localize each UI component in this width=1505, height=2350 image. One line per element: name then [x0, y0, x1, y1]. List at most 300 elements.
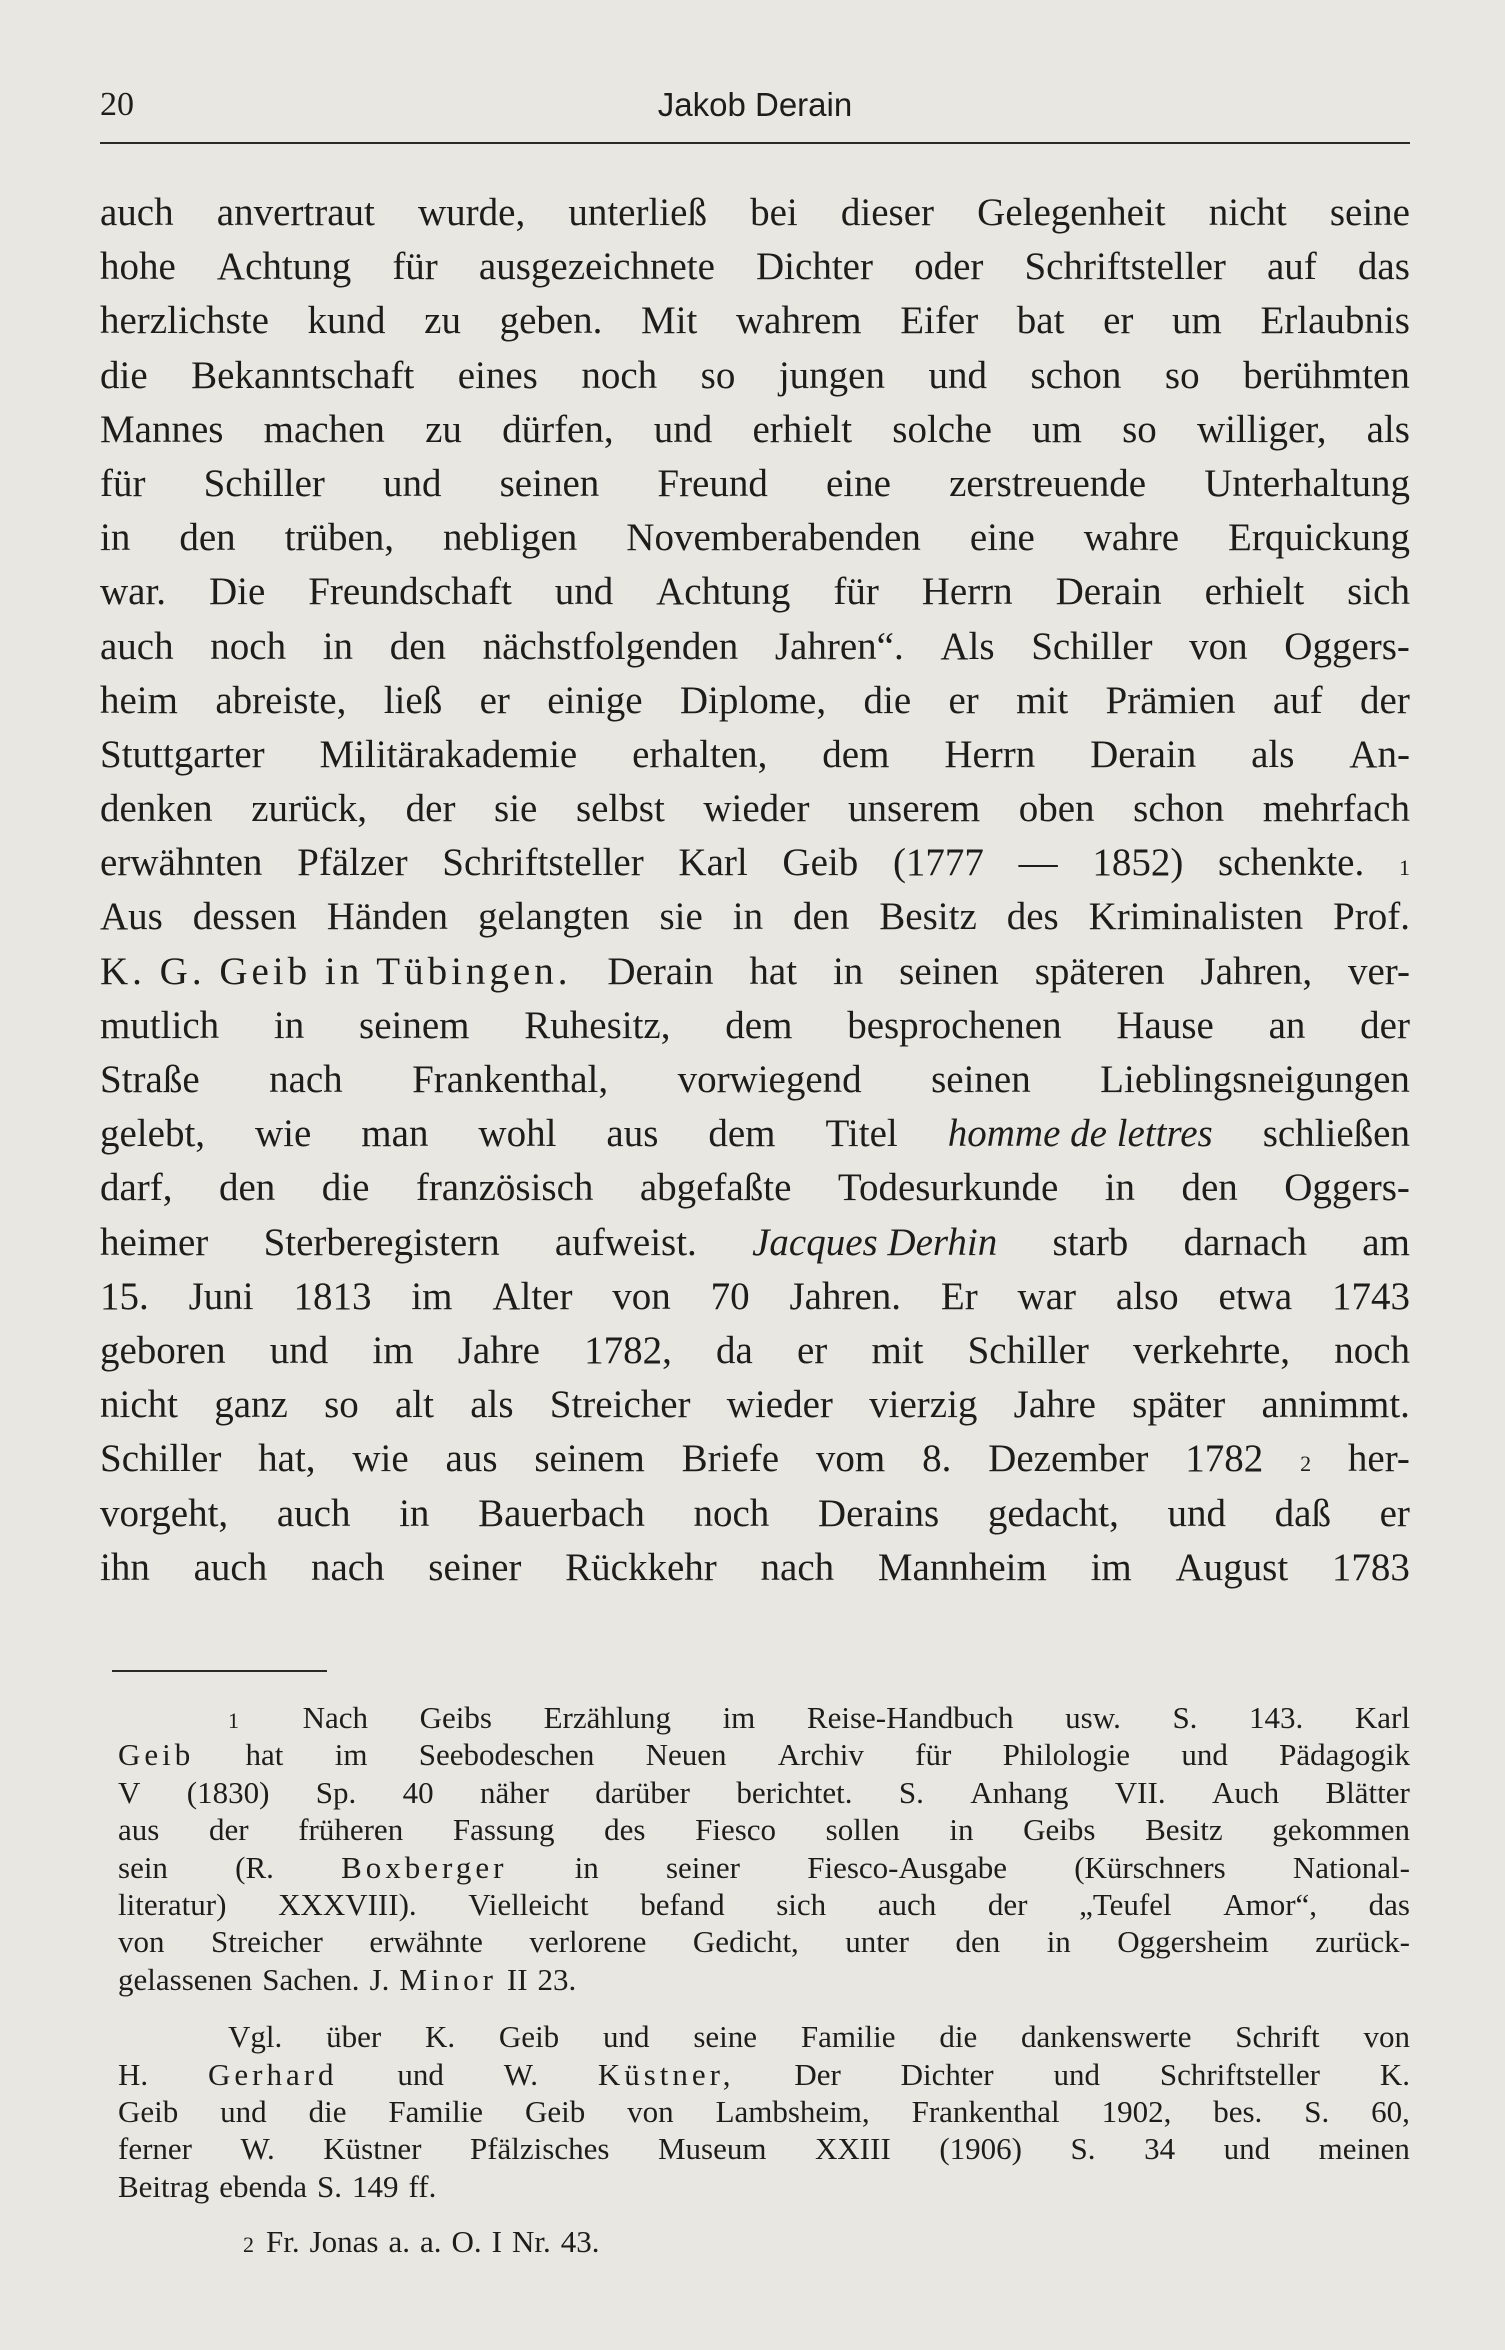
word: Geib — [524, 2093, 586, 2129]
word: dessen — [192, 895, 297, 939]
word: heimer — [100, 1220, 209, 1264]
word: Oggersheim — [1117, 1924, 1269, 1960]
word: XXXVIII). — [278, 1886, 417, 1922]
word: und — [1223, 2131, 1271, 2167]
word: (R. — [235, 1849, 274, 1885]
word: her- — [1347, 1437, 1410, 1481]
word: und — [269, 1328, 329, 1372]
word: Familie — [800, 2019, 896, 2055]
word: dem — [725, 1003, 793, 1047]
word: verkehrte, — [1133, 1328, 1291, 1372]
page-number: 20 — [100, 86, 134, 123]
word: besprochenen — [847, 1003, 1062, 1047]
word: näher — [480, 1774, 549, 1810]
word: am — [1362, 1220, 1410, 1264]
word: Geib — [118, 2093, 179, 2129]
word: in — [399, 1491, 430, 1535]
word: J. — [369, 1961, 390, 1997]
text-line — [100, 298, 1410, 352]
word: denken — [100, 787, 213, 831]
word: Jonas — [309, 2224, 379, 2260]
word: der — [1360, 678, 1410, 722]
spaced-name: Minor — [399, 1961, 497, 1997]
word: unserem — [848, 787, 981, 831]
word: in — [574, 1849, 599, 1885]
footnote-line — [118, 1887, 1410, 1924]
word: Vgl. — [228, 2019, 283, 2055]
word: zu — [425, 407, 462, 451]
main-text — [100, 190, 1410, 1599]
footnote-line: 1 Nach Geibs Erzählung im Reise-Handbuch usw. S. 143. Karl — [228, 1700, 1410, 1735]
word: 143. — [1249, 1700, 1304, 1735]
word: hat — [749, 949, 798, 993]
word: 1782 — [1185, 1437, 1264, 1481]
word: oben — [1018, 787, 1095, 831]
word: Bekanntschaft — [191, 353, 415, 397]
word: im — [1090, 1545, 1132, 1589]
word: Beitrag — [118, 2168, 210, 2204]
word: — — [1018, 841, 1058, 885]
word: abreiste, — [215, 678, 347, 722]
spaced-name: Boxberger — [341, 1849, 508, 1885]
word: französisch — [415, 1166, 594, 1210]
word: 8. — [922, 1437, 952, 1481]
footnote-line — [118, 2094, 1410, 2131]
word: in — [732, 895, 764, 939]
word: Dichter — [756, 245, 873, 289]
word: (1906) — [939, 2131, 1022, 2167]
word: einige — [547, 678, 643, 722]
word: Schriftsteller — [1159, 2056, 1320, 2092]
word: Gelegenheit — [977, 191, 1166, 234]
text-line — [100, 1057, 1410, 1111]
word: der — [208, 1812, 249, 1848]
word: Besitz — [879, 895, 977, 939]
text-line: erwähnten Pfälzer Schriftsteller Karl Geib (1777 — 1852) schenkte. 1 — [100, 841, 1410, 885]
word: des — [604, 1812, 646, 1848]
word: in — [832, 949, 864, 993]
word: I — [491, 2224, 502, 2260]
word: ff. — [408, 2168, 437, 2204]
word: 1783 — [1331, 1545, 1410, 1589]
word: heim — [100, 678, 178, 722]
text-line — [100, 1165, 1410, 1219]
text-line — [100, 407, 1410, 461]
word: und — [928, 353, 987, 397]
word: für — [915, 1737, 952, 1773]
word: der — [1360, 1003, 1410, 1047]
word: literatur) — [118, 1886, 227, 1922]
word: von — [627, 2093, 674, 2129]
word: Pfälzisches — [469, 2131, 610, 2167]
word: erhalten, — [632, 732, 768, 776]
word: Militärakademie — [319, 732, 578, 776]
word: der — [405, 787, 456, 831]
word: Erlaubnis — [1260, 299, 1410, 343]
word: Schriftsteller — [1024, 245, 1226, 289]
word: darüber — [595, 1774, 690, 1810]
word: nach — [760, 1545, 835, 1589]
word: so — [1122, 407, 1157, 451]
word: unter — [845, 1924, 909, 1960]
word: im — [722, 1700, 756, 1735]
word: Neuen — [645, 1737, 727, 1773]
word: Jahre — [1013, 1383, 1096, 1427]
word: den — [218, 1166, 276, 1210]
word: berichtet. — [736, 1774, 853, 1810]
word: in — [1104, 1166, 1136, 1210]
word: sein — [118, 1849, 168, 1885]
word: dieser — [840, 191, 935, 234]
text-line — [100, 1545, 1410, 1599]
word: den — [1181, 1166, 1238, 1210]
text-line — [100, 1328, 1410, 1382]
word: Frankenthal, — [412, 1058, 609, 1101]
word: Schiller — [100, 1437, 222, 1481]
text-line — [100, 569, 1410, 623]
word: als — [1251, 732, 1295, 776]
word: seinem — [534, 1437, 645, 1481]
text-line — [100, 190, 1410, 244]
word: 1743 — [1331, 1274, 1410, 1318]
footnote-line — [118, 1737, 1410, 1774]
word: Fr. — [266, 2224, 300, 2260]
footnote-line — [118, 1962, 1410, 1999]
footnote-line — [118, 2057, 1410, 2094]
word: Briefe — [681, 1437, 780, 1481]
word: Freund — [657, 461, 768, 505]
word: wieder — [726, 1383, 833, 1427]
word: Dichter — [900, 2056, 994, 2092]
word: noch — [581, 353, 658, 397]
word: er — [479, 678, 510, 722]
word: und — [383, 461, 442, 505]
word: Todesurkunde — [837, 1166, 1059, 1210]
word: Jahren“. — [774, 624, 904, 668]
word: Freundschaft — [308, 570, 512, 614]
word: nicht — [1208, 191, 1287, 234]
word: war — [1017, 1274, 1076, 1318]
word: ebenda — [219, 2168, 308, 2204]
word: Juni — [188, 1274, 254, 1318]
word: gedacht, — [987, 1491, 1119, 1535]
word: hat, — [258, 1437, 316, 1481]
word: Mannheim — [877, 1545, 1047, 1589]
word: seinen — [899, 949, 999, 993]
word: V — [118, 1774, 141, 1810]
word: so — [700, 353, 736, 397]
word: etwa — [1218, 1274, 1293, 1318]
word: noch — [210, 624, 287, 668]
word: darnach — [1183, 1220, 1308, 1264]
word: W. — [240, 2131, 275, 2167]
word: an — [1268, 1003, 1306, 1047]
word: Auch — [1211, 1774, 1280, 1810]
word: starb — [1052, 1220, 1129, 1264]
footnote-line — [118, 2169, 1410, 2206]
word: den — [179, 516, 236, 560]
word: und — [1181, 1737, 1228, 1773]
word: Streicher — [549, 1383, 691, 1427]
word: eines — [457, 353, 538, 397]
word: S. — [1070, 2131, 1096, 2167]
word: bei — [750, 191, 798, 234]
word: dankenswerte — [1021, 2019, 1192, 2055]
word: für — [100, 461, 146, 505]
word: früheren — [298, 1812, 404, 1848]
word: Herrn — [921, 570, 1013, 614]
word: erwähnte — [369, 1924, 483, 1960]
word: Oggers- — [1284, 624, 1410, 668]
text-line — [100, 732, 1410, 786]
word: Pädagogik — [1279, 1737, 1410, 1773]
word: erhielt — [1204, 570, 1305, 614]
word: Anhang — [970, 1774, 1069, 1810]
word: sich — [1347, 570, 1410, 614]
word: Herrn — [944, 732, 1036, 776]
word: von — [118, 1924, 165, 1960]
word: den — [793, 895, 850, 939]
word: zurück, — [251, 787, 368, 831]
word: K. — [1379, 2056, 1410, 2092]
word: Schiller — [203, 461, 325, 505]
word: und — [554, 570, 614, 614]
word: Familie — [388, 2093, 484, 2129]
word: a. — [420, 2224, 442, 2260]
word: zurück- — [1315, 1924, 1410, 1960]
word: und — [220, 2093, 267, 2129]
word: Schrift — [1235, 2019, 1320, 2055]
word: Frankenthal — [911, 2093, 1060, 2129]
word: eine — [825, 461, 891, 505]
word: Aus — [100, 895, 163, 939]
word: daß — [1274, 1491, 1331, 1535]
word: aus — [445, 1437, 498, 1481]
word: Karl — [678, 841, 748, 885]
word: Geib — [782, 841, 859, 885]
word: das — [1357, 245, 1410, 289]
word: den — [389, 624, 447, 668]
word: 23. — [537, 1961, 577, 1997]
word: und — [653, 407, 713, 451]
word: vorwiegend — [677, 1058, 862, 1101]
word: die — [100, 353, 148, 397]
word: erwähnten — [100, 841, 263, 885]
word: bes. — [1213, 2093, 1263, 2129]
word: er — [1379, 1491, 1410, 1535]
word: (Kürschners — [1074, 1849, 1226, 1885]
text-line — [100, 624, 1410, 678]
word: darf, — [100, 1166, 173, 1210]
word: An- — [1349, 732, 1410, 776]
word: Reise-Handbuch — [806, 1700, 1014, 1735]
word: meinen — [1318, 2131, 1410, 2167]
word: Schriftsteller — [442, 841, 644, 885]
word: gekommen — [1272, 1812, 1410, 1848]
word: solche — [892, 407, 992, 451]
word: Jahren, — [1200, 949, 1313, 993]
word: annimmt. — [1261, 1383, 1410, 1427]
word: S. — [1172, 1700, 1198, 1735]
word: wie — [352, 1437, 409, 1481]
word: ganz — [214, 1383, 288, 1427]
word: wohl — [478, 1112, 557, 1156]
word: berühmten — [1243, 353, 1410, 397]
word: mehrfach — [1262, 787, 1410, 831]
word: Titel — [825, 1112, 898, 1156]
word: alt — [395, 1383, 434, 1427]
word: Als — [940, 624, 995, 668]
word: nebligen — [443, 516, 578, 560]
word: den — [955, 1924, 1001, 1960]
word: Seebodeschen — [418, 1737, 595, 1773]
word: schon — [1030, 353, 1122, 397]
word: Prämien — [1105, 678, 1236, 722]
word: nächstfolgenden — [482, 624, 739, 668]
word: Achtung — [656, 570, 791, 614]
footnote-line — [118, 1850, 1410, 1887]
word: nach — [269, 1058, 343, 1101]
spaced-name: Küstner, — [597, 2056, 735, 2092]
word: S. — [898, 1774, 924, 1810]
word: VII. — [1114, 1774, 1166, 1810]
word: noch — [693, 1491, 770, 1535]
word: auch — [100, 191, 174, 234]
text-line — [100, 1111, 1410, 1165]
word: bat — [1016, 299, 1065, 343]
word: in — [949, 1812, 974, 1848]
word: vierzig — [869, 1383, 978, 1427]
word: man — [361, 1112, 429, 1156]
word: W. — [503, 2056, 538, 2092]
word: Ruhesitz, — [524, 1003, 671, 1047]
word: Sp. — [315, 1774, 357, 1810]
word: schon — [1133, 787, 1225, 831]
word: Er — [940, 1274, 978, 1318]
word: im — [411, 1274, 453, 1318]
word: Alter — [492, 1274, 573, 1318]
word: sich — [776, 1886, 827, 1922]
word: Hause — [1116, 1003, 1214, 1047]
spaced-name: K. G. Geib in Tübingen. — [100, 949, 572, 993]
word: Museum — [657, 2131, 767, 2167]
word: abgefaßte — [639, 1166, 792, 1210]
word: des — [1006, 895, 1059, 939]
word: der — [987, 1886, 1028, 1922]
word: auf — [1267, 245, 1317, 289]
word: Geibs — [1023, 1812, 1096, 1848]
word: williger, — [1196, 407, 1327, 451]
word: sie — [659, 895, 703, 939]
word: Küstner — [323, 2131, 422, 2167]
text-line — [100, 244, 1410, 298]
word: Achtung — [216, 245, 352, 289]
word: 1902, — [1101, 2093, 1172, 2129]
word: da — [716, 1328, 753, 1372]
word: von — [1363, 2019, 1410, 2055]
text-line — [100, 1220, 1410, 1274]
word: August — [1175, 1545, 1289, 1589]
word: selbst — [575, 787, 665, 831]
word: auch — [100, 624, 174, 668]
word: auch — [877, 1886, 937, 1922]
word: 34 — [1144, 2131, 1176, 2167]
word: die — [308, 2093, 347, 2129]
word: als — [470, 1383, 514, 1427]
word: mit — [871, 1328, 924, 1372]
word: Besitz — [1145, 1812, 1223, 1848]
word: Sterberegistern — [263, 1220, 500, 1264]
word: zerstreuende — [949, 461, 1147, 505]
word: Händen — [326, 895, 448, 939]
word: Jahre — [457, 1328, 540, 1372]
footnotes — [118, 1700, 1410, 2261]
word: Fiesco — [695, 1812, 777, 1848]
word: unterließ — [568, 191, 707, 234]
word: seine — [693, 2019, 758, 2055]
text-line — [100, 1491, 1410, 1545]
word: Stuttgarter — [100, 732, 265, 776]
word: hat — [245, 1737, 284, 1773]
word: war. — [100, 570, 167, 614]
word: er — [796, 1328, 828, 1372]
word: und — [1053, 2056, 1100, 2092]
word: Archiv — [777, 1737, 864, 1773]
word: 43. — [560, 2224, 600, 2260]
word: K. — [424, 2019, 456, 2055]
footnote-line — [118, 2019, 1410, 2056]
word: machen — [263, 407, 385, 451]
word: ver- — [1347, 949, 1410, 993]
word: von — [1189, 624, 1248, 668]
word: vorgeht, — [100, 1491, 229, 1535]
word: sollen — [825, 1812, 900, 1848]
word: aus — [118, 1812, 160, 1848]
word: er — [1103, 299, 1134, 343]
word: 60, — [1371, 2093, 1410, 2129]
text-line — [100, 461, 1410, 515]
word: geben. — [499, 299, 603, 343]
word: in — [273, 1003, 305, 1047]
word: in — [1046, 1924, 1071, 1960]
footnote-line — [118, 1924, 1410, 1961]
word: O. — [451, 2224, 482, 2260]
word: Oggers- — [1284, 1166, 1410, 1210]
word: gelebt, — [100, 1112, 206, 1156]
word: Unterhaltung — [1204, 461, 1410, 505]
word: und — [1167, 1491, 1227, 1535]
word: noch — [1334, 1328, 1410, 1372]
word: Rückkehr — [565, 1545, 717, 1589]
word: Schiller — [1031, 624, 1153, 668]
word: (1777 — [892, 841, 984, 885]
word: herzlichste — [100, 299, 269, 343]
word: Sachen. — [262, 1961, 360, 1997]
word: aufweist. — [554, 1220, 697, 1264]
word: auch — [193, 1545, 268, 1589]
word: jungen — [778, 353, 885, 397]
word: Jahren. — [789, 1274, 902, 1318]
text-line — [100, 894, 1410, 948]
page-header — [100, 86, 1410, 138]
word: anvertraut — [216, 191, 375, 234]
word: dem — [822, 732, 890, 776]
word: seiner — [665, 1849, 741, 1885]
word: also — [1115, 1274, 1179, 1318]
word: Prof. — [1333, 895, 1410, 939]
word: wieder — [703, 787, 810, 831]
word: ausgezeichnete — [478, 245, 715, 289]
